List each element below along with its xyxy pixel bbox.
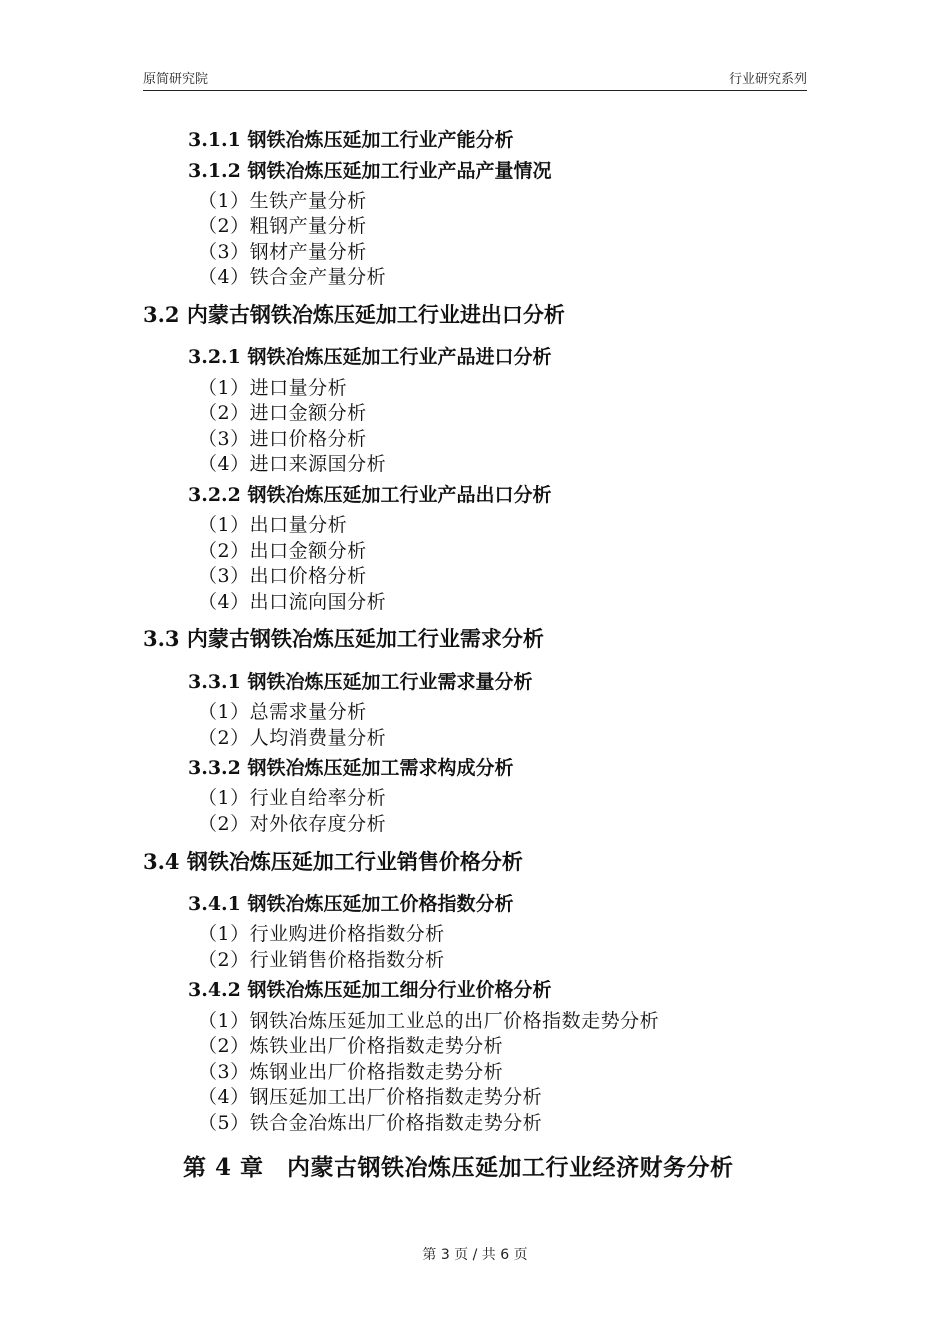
toc-subsection: 3.1.1 钢铁冶炼压延加工行业产能分析 xyxy=(188,129,514,151)
toc-subsection: 3.4.1 钢铁冶炼压延加工价格指数分析 xyxy=(188,893,514,915)
toc-item: （2）进口金额分析 xyxy=(198,402,367,424)
page-header xyxy=(143,66,807,91)
header-org-name: 原简研究院 xyxy=(143,72,209,87)
toc-item: （1）出口量分析 xyxy=(198,514,348,536)
toc-subsection: 3.2.1 钢铁冶炼压延加工行业产品进口分析 xyxy=(188,346,552,368)
toc-item: （1）行业自给率分析 xyxy=(198,787,387,809)
toc-subsection: 3.3.2 钢铁冶炼压延加工需求构成分析 xyxy=(188,757,514,779)
toc-item: （1）钢铁冶炼压延加工业总的出厂价格指数走势分析 xyxy=(198,1010,660,1032)
toc-subsection: 3.4.2 钢铁冶炼压延加工细分行业价格分析 xyxy=(188,979,552,1001)
toc-item: （2）人均消费量分析 xyxy=(198,727,387,749)
toc-section: 3.2 内蒙古钢铁冶炼压延加工行业进出口分析 xyxy=(143,302,565,327)
toc-subsection: 3.1.2 钢铁冶炼压延加工行业产品产量情况 xyxy=(188,160,552,182)
toc-item: （4）钢压延加工出厂价格指数走势分析 xyxy=(198,1086,543,1108)
toc-item: （1）行业购进价格指数分析 xyxy=(198,923,445,945)
toc-item: （2）行业销售价格指数分析 xyxy=(198,949,445,971)
toc-item: （2）对外依存度分析 xyxy=(198,813,387,835)
toc-section: 3.4 钢铁冶炼压延加工行业销售价格分析 xyxy=(143,849,523,874)
toc-section: 3.3 内蒙古钢铁冶炼压延加工行业需求分析 xyxy=(143,626,544,651)
toc-chapter-heading: 第 4 章 内蒙古钢铁冶炼压延加工行业经济财务分析 xyxy=(183,1154,734,1181)
toc-item: （3）炼钢业出厂价格指数走势分析 xyxy=(198,1061,504,1083)
toc-subsection: 3.3.1 钢铁冶炼压延加工行业需求量分析 xyxy=(188,671,533,693)
header-series-name: 行业研究系列 xyxy=(728,72,807,87)
toc-item: （4）出口流向国分析 xyxy=(198,591,387,613)
toc-item: （4）进口来源国分析 xyxy=(198,453,387,475)
toc-item: （2）炼铁业出厂价格指数走势分析 xyxy=(198,1035,504,1057)
toc-item: （4）铁合金产量分析 xyxy=(198,266,387,288)
toc-item: （2）出口金额分析 xyxy=(198,540,367,562)
toc-item: （3）出口价格分析 xyxy=(198,565,367,587)
toc-item: （2）粗钢产量分析 xyxy=(198,215,367,237)
toc-subsection: 3.2.2 钢铁冶炼压延加工行业产品出口分析 xyxy=(188,484,552,506)
toc-item: （3）进口价格分析 xyxy=(198,428,367,450)
toc-item: （1）生铁产量分析 xyxy=(198,190,367,212)
toc-item: （5）铁合金冶炼出厂价格指数走势分析 xyxy=(198,1112,543,1134)
toc-item: （1）进口量分析 xyxy=(198,377,348,399)
toc-item: （1）总需求量分析 xyxy=(198,701,367,723)
page-footer: 第 3 页 / 共 6 页 xyxy=(422,1247,528,1263)
toc-item: （3）钢材产量分析 xyxy=(198,241,367,263)
